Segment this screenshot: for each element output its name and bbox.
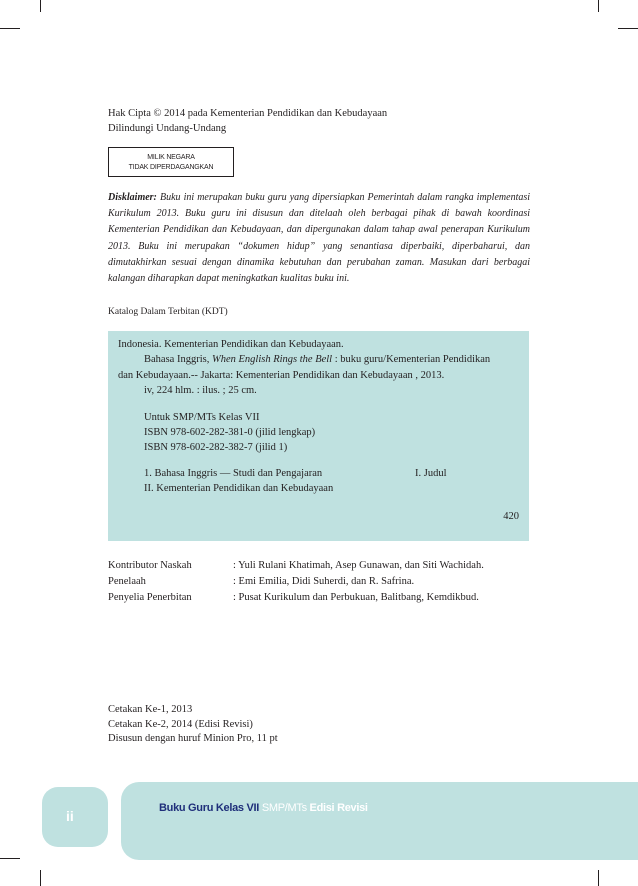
state-property-stamp (108, 147, 234, 177)
kdt-subject-1: 1. Bahasa Inggris — Studi dan Pengajaran (144, 468, 323, 479)
copyright-notice (108, 106, 387, 136)
printing-line-1: Cetakan Ke-1, 2013 (108, 704, 193, 715)
kdt-physical-description: iv, 224 hlm. : ilus. ; 25 cm. (144, 385, 257, 396)
kdt-publisher-line: dan Kebudayaan.-- Jakarta: Kementerian Pendidikan dan Kebudayaan , 2013. (118, 370, 445, 381)
kdt-subject-title: I. Judul (415, 468, 447, 479)
credit-names: : Emi Emilia, Didi Suherdi, dan R. Safrina. (233, 576, 415, 587)
kdt-book-title: When English Rings the Bell (211, 354, 333, 365)
footer-book-title (159, 802, 368, 814)
page-number: ii (66, 808, 74, 824)
crop-mark (618, 28, 638, 29)
credit-row (108, 558, 484, 574)
kdt-subject-2: II. Kementerian Pendidikan dan Kebudayaan (144, 483, 334, 494)
copyright-line: Hak Cipta © 2014 pada Kementerian Pendidikan dan Kebudayaan (108, 108, 388, 119)
page-number-tab (42, 787, 108, 847)
protection-line: Dilindungi Undang-Undang (108, 123, 227, 134)
crop-mark (0, 858, 20, 859)
kdt-entry: Indonesia. Kementerian Pendidikan dan Kebudayaan. (118, 339, 344, 350)
credit-role: Penelaah (108, 576, 146, 587)
footer-title-bold: Buku Guru Kelas VII (159, 802, 262, 814)
kdt-audience: Untuk SMP/MTs Kelas VII (144, 412, 260, 423)
disclaimer-text: Buku ini merupakan buku guru yang dipersiapkan Pemerintah dalam rangka implementasi Kurikulum 2013. Buku guru ini disusun dan ditelaah oleh berbagai pihak di bawah koordinasi Kementerian Pendidikan dan Kebudayaan, dan dipergunakan dalam tahap awal penerapan Kurikulum 2013. Buku ini merupakan “dokumen hidup” yang senantiasa diperbaiki, diperbaharui, dan dimutakhirkan sesuai dengan dinamika kebutuhan dan perubahan zaman. Masukan dari berbagai kalangan diharapkan dapat meningkatkan kualitas buku ini. (108, 192, 531, 285)
crop-mark (0, 28, 20, 29)
printing-line-2: Cetakan Ke-2, 2014 (Edisi Revisi) (108, 718, 253, 730)
credit-row (108, 574, 484, 590)
credit-role: Kontributor Naskah (108, 560, 192, 571)
credit-role: Penyelia Penerbitan (108, 592, 192, 603)
credits-list (108, 558, 484, 606)
crop-mark (598, 870, 599, 886)
credit-names: : Pusat Kurikulum dan Perbukuan, Balitbang, Kemdikbud. (233, 592, 479, 603)
crop-mark (40, 870, 41, 886)
kdt-isbn-volume: ISBN 978-602-282-382-7 (jilid 1) (144, 442, 288, 453)
footer-title-level: SMP/MTs (261, 802, 310, 814)
kdt-title-pre: Bahasa Inggris, (144, 354, 212, 365)
kdt-catalog-box (108, 331, 529, 541)
printing-history (108, 703, 278, 747)
kdt-class-number: 420 (503, 511, 519, 522)
disclaimer-paragraph (108, 190, 530, 287)
kdt-title-post: : buku guru/Kementerian Pendidikan (332, 354, 491, 365)
credit-names: : Yuli Rulani Khatimah, Asep Gunawan, dan Siti Wachidah. (233, 560, 484, 571)
crop-mark (598, 0, 599, 12)
kdt-title: Katalog Dalam Terbitan (KDT) (108, 307, 228, 317)
crop-mark (40, 0, 41, 12)
kdt-title-line (144, 354, 490, 365)
kdt-isbn-full: ISBN 978-602-282-381-0 (jilid lengkap) (144, 427, 316, 438)
footer-band (121, 782, 638, 860)
footer-title-edition: Edisi Revisi (309, 802, 368, 814)
stamp-line-2: TIDAK DIPERDAGANGKAN (128, 164, 214, 171)
typeface-line: Disusun dengan huruf Minion Pro, 11 pt (108, 733, 278, 744)
stamp-line-1: MILIK NEGARA (147, 154, 195, 161)
credit-row (108, 590, 484, 606)
disclaimer-label: Disklaimer: (108, 192, 157, 203)
